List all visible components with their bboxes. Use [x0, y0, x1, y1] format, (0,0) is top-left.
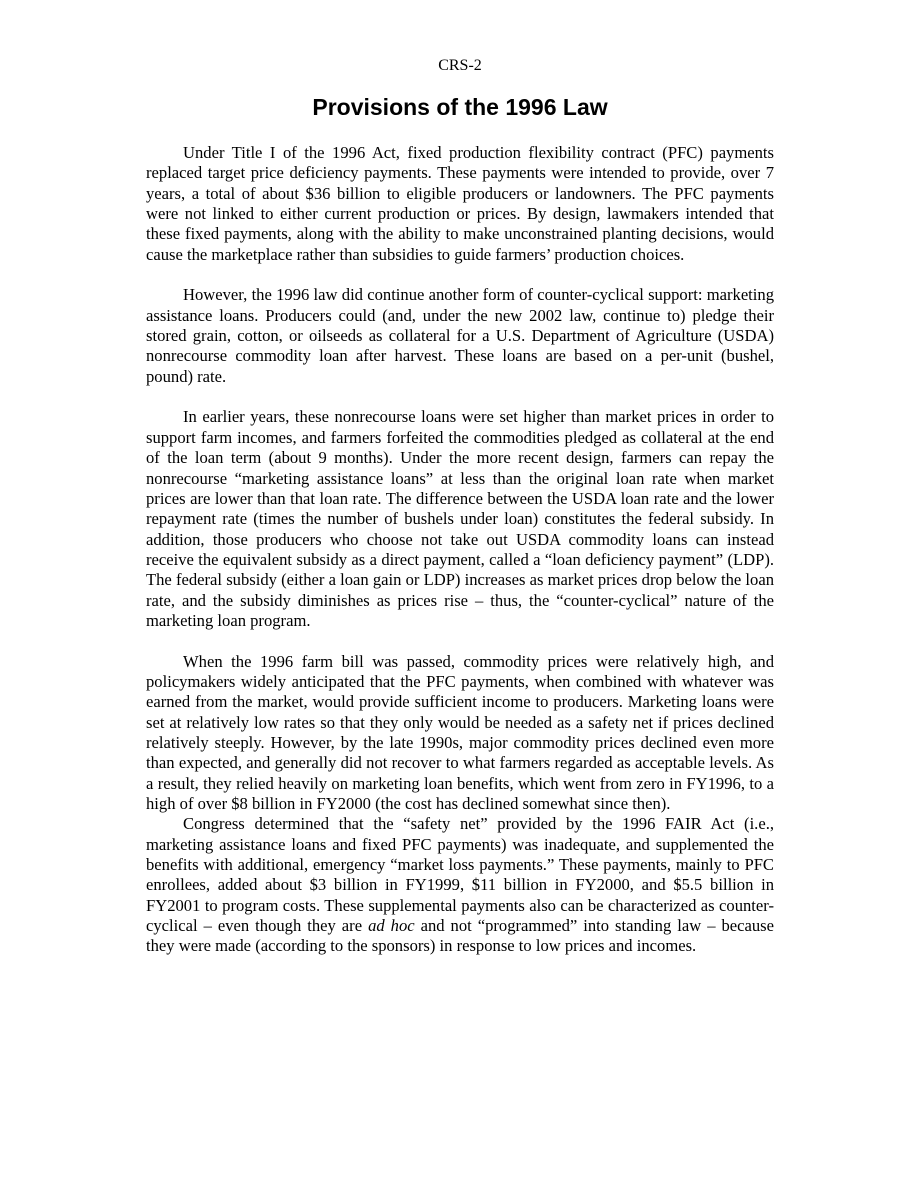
paragraph-nonrecourse-loans: In earlier years, these nonrecourse loans were set higher than market prices in order to support farm incomes, and farmers forfeited the commodities pledged as collateral at the end of the loan term (about 9 months). Under the more recent design, farmers can repay the nonrecourse “marketing assistance loans” at less than the original loan rate when market prices are lower than that loan rate. The difference between the USDA loan rate and the lower repayment rate (times the number of bushels under loan) constitutes the federal subsidy. In addition, those producers who choose not take out USDA commodity loans can instead receive the equivalent subsidy as a direct payment, called a “loan deficiency payment” (LDP). The federal subsidy (either a loan gain or LDP) increases as market prices drop below the loan rate, and the subsidy diminishes as prices rise – thus, the “counter-cyclical” nature of the marketing loan program.	[146, 407, 774, 630]
paragraph-marketing-loans: However, the 1996 law did continue another form of counter-cyclical support: marketing assistance loans. Producers could (and, under the new 2002 law, continue to) pledge their stored grain, cotton, or oilseeds as collateral for a U.S. Department of Agriculture (USDA) nonrecourse commodity loan after harvest. These loans are based on a per-unit (bushel, pound) rate.	[146, 285, 774, 386]
paragraph-market-loss-payments	[146, 814, 774, 956]
section-title: Provisions of the 1996 Law	[312, 94, 608, 120]
emphasis-ad-hoc: ad hoc	[368, 916, 415, 936]
body-text	[146, 143, 774, 957]
paragraph-text-part: and not “programmed” into standing law – because they were made (according to the sponsors) in response to low prices and incomes.	[146, 916, 774, 956]
paragraph-pfc-payments: Under Title I of the 1996 Act, fixed production flexibility contract (PFC) payments replaced target price deficiency payments. These payments were intended to provide, over 7 years, a total of about $36 billion to eligible producers or landowners. The PFC payments were not linked to either current production or prices. By design, lawmakers intended that these fixed payments, along with the ability to make unconstrained planting decisions, would cause the marketplace rather than subsidies to guide farmers’ production choices.	[146, 143, 774, 264]
paragraph-1996-farm-bill: When the 1996 farm bill was passed, commodity prices were relatively high, and policymakers widely anticipated that the PFC payments, when combined with whatever was earned from the market, would provide sufficient income to producers. Marketing loans were set at relatively low rates so that they only would be needed as a safety net if prices declined relatively steeply. However, by the late 1990s, major commodity prices declined even more than expected, and generally did not recover to what farmers regarded as acceptable levels. As a result, they relied heavily on marketing loan benefits, which went from zero in FY1996, to a high of over $8 billion in FY2000 (the cost has declined somewhat since then).	[146, 651, 774, 813]
paragraph-text-part: Congress determined that the “safety net” provided by the 1996 FAIR Act (i.e., marketing assistance loans and fixed PFC payments) was inadequate, and supplemented the benefits with additional, emergency “market loss payments.” These payments, mainly to PFC enrollees, added about $3 billion in FY1999, $11 billion in FY2000, and $5.5 billion in FY2001 to program costs. These supplemental payments also can be characterized as counter-cyclical – even though they are	[146, 814, 774, 936]
page-number-header: CRS-2	[438, 57, 482, 74]
